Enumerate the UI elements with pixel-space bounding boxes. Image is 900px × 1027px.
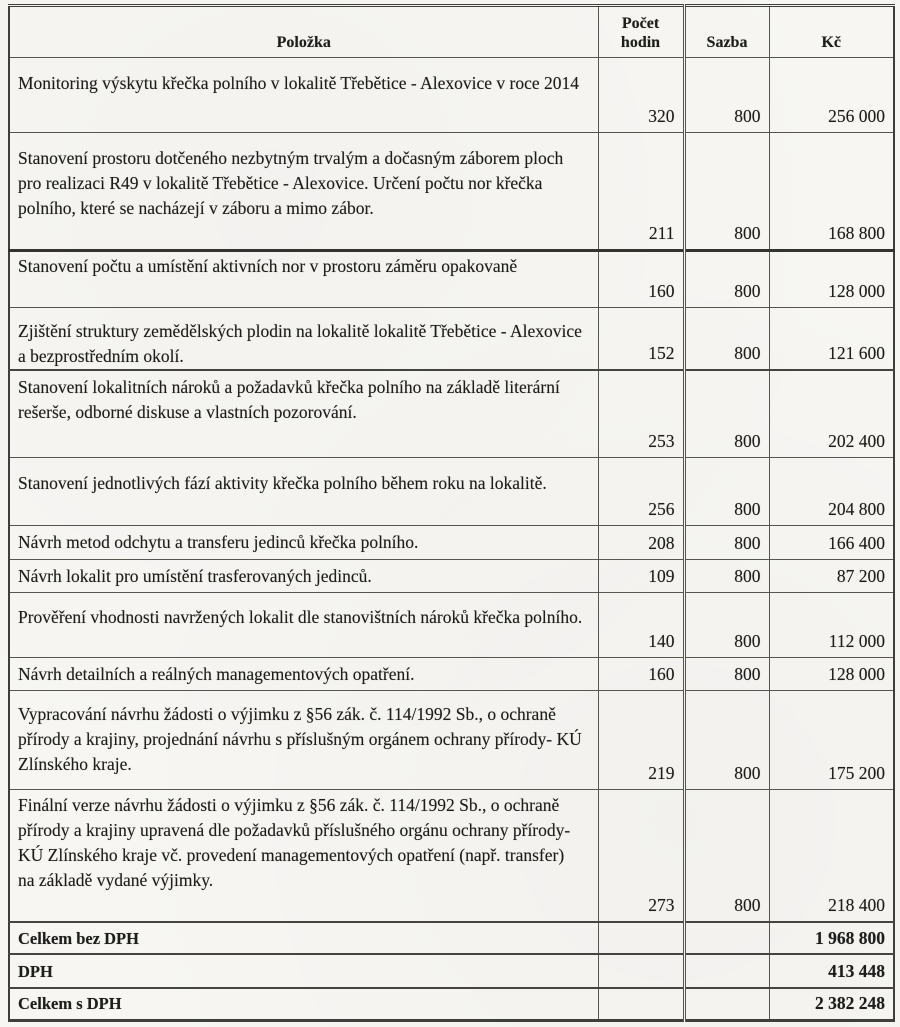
rate-value: 800 (684, 133, 769, 251)
amount-value: 218 400 (769, 789, 894, 922)
table-row (9, 251, 894, 308)
empty-cell (598, 922, 684, 954)
item-description: Návrh detailních a reálných managementových opatření. (9, 657, 598, 690)
table-row (9, 370, 894, 457)
rate-value: 800 (684, 525, 769, 559)
total-label: Celkem s DPH (9, 988, 598, 1020)
amount-value: 87 200 (769, 559, 894, 592)
table-row (9, 559, 894, 592)
item-description: Návrh metod odchytu a transferu jedinců křečka polního. (9, 525, 598, 559)
hours-value: 320 (598, 58, 684, 133)
hours-value: 273 (598, 789, 684, 922)
amount-value: 175 200 (769, 690, 894, 789)
amount-value: 202 400 (769, 370, 894, 457)
item-description: Prověření vhodnosti navržených lokalit dle stanovištních nároků křečka polního. (9, 592, 598, 657)
table-row (9, 525, 894, 559)
hours-value: 219 (598, 690, 684, 789)
rate-value: 800 (684, 58, 769, 133)
hours-value: 253 (598, 370, 684, 457)
cost-breakdown-table (8, 4, 895, 1022)
total-label: DPH (9, 954, 598, 988)
rate-value: 800 (684, 251, 769, 308)
total-amount: 1 968 800 (769, 922, 894, 954)
rate-value: 800 (684, 370, 769, 457)
hours-value: 152 (598, 308, 684, 371)
hours-value: 211 (598, 133, 684, 251)
total-row-vat (9, 954, 894, 988)
rate-value: 800 (684, 657, 769, 690)
table-row (9, 58, 894, 133)
table-row (9, 657, 894, 690)
item-description: Monitoring výskytu křečka polního v lokalitě Třebětice - Alexovice v roce 2014 (9, 58, 598, 133)
rate-value: 800 (684, 308, 769, 371)
amount-value: 112 000 (769, 592, 894, 657)
total-row-grand-total (9, 988, 894, 1020)
hours-value: 160 (598, 251, 684, 308)
column-header-hours: Počet hodin (598, 6, 684, 58)
item-description: Stanovení prostoru dotčeného nezbytným trvalým a dočasným záborem ploch pro realizaci R49 v lokalitě Třebětice - Alexovice. Určení počtu nor křečka polního, které se nacházejí v záboru a mimo zábor. (9, 133, 598, 251)
column-header-item: Položka (9, 6, 598, 58)
rate-value: 800 (684, 789, 769, 922)
total-amount: 2 382 248 (769, 988, 894, 1020)
amount-value: 121 600 (769, 308, 894, 371)
item-description: Zjištění struktury zemědělských plodin na lokalitě lokalitě Třebětice - Alexovice a bezprostředním okolí. (9, 308, 598, 371)
table-row (9, 592, 894, 657)
amount-value: 166 400 (769, 525, 894, 559)
rate-value: 800 (684, 559, 769, 592)
empty-cell (684, 922, 769, 954)
hours-value: 140 (598, 592, 684, 657)
amount-value: 128 000 (769, 657, 894, 690)
item-description: Vypracování návrhu žádosti o výjimku z §56 zák. č. 114/1992 Sb., o ochraně přírody a krajiny, projednání návrhu s příslušným orgánem ochrany přírody- KÚ Zlínského kraje. (9, 690, 598, 789)
header-row (9, 6, 894, 58)
item-description: Finální verze návrhu žádosti o výjimku z §56 zák. č. 114/1992 Sb., o ochraně přírody a krajiny upravená dle požadavků příslušného orgánu ochrany přírody- KÚ Zlínského kraje vč. provedení managementových opatření (např. transfer) na základě vydané výjimky. (9, 789, 598, 922)
column-header-rate: Sazba (684, 6, 769, 58)
rate-value: 800 (684, 457, 769, 525)
hours-value: 160 (598, 657, 684, 690)
hours-value: 256 (598, 457, 684, 525)
amount-value: 168 800 (769, 133, 894, 251)
table-row (9, 457, 894, 525)
item-description: Stanovení jednotlivých fází aktivity křečka polního během roku na lokalitě. (9, 457, 598, 525)
total-label: Celkem bez DPH (9, 922, 598, 954)
column-header-amount: Kč (769, 6, 894, 58)
amount-value: 128 000 (769, 251, 894, 308)
table-row (9, 789, 894, 922)
empty-cell (598, 954, 684, 988)
table-row (9, 133, 894, 251)
total-row-subtotal (9, 922, 894, 954)
hours-value: 208 (598, 525, 684, 559)
total-amount: 413 448 (769, 954, 894, 988)
empty-cell (684, 954, 769, 988)
item-description: Stanovení počtu a umístění aktivních nor v prostoru záměru opakovaně (9, 251, 598, 308)
table-row (9, 690, 894, 789)
rate-value: 800 (684, 690, 769, 789)
hours-value: 109 (598, 559, 684, 592)
amount-value: 204 800 (769, 457, 894, 525)
item-description: Stanovení lokalitních nároků a požadavků křečka polního na základě literární rešerše, odborné diskuse a vlastních pozorování. (9, 370, 598, 457)
amount-value: 256 000 (769, 58, 894, 133)
empty-cell (684, 988, 769, 1020)
empty-cell (598, 988, 684, 1020)
rate-value: 800 (684, 592, 769, 657)
item-description: Návrh lokalit pro umístění trasferovaných jedinců. (9, 559, 598, 592)
table-row (9, 308, 894, 371)
